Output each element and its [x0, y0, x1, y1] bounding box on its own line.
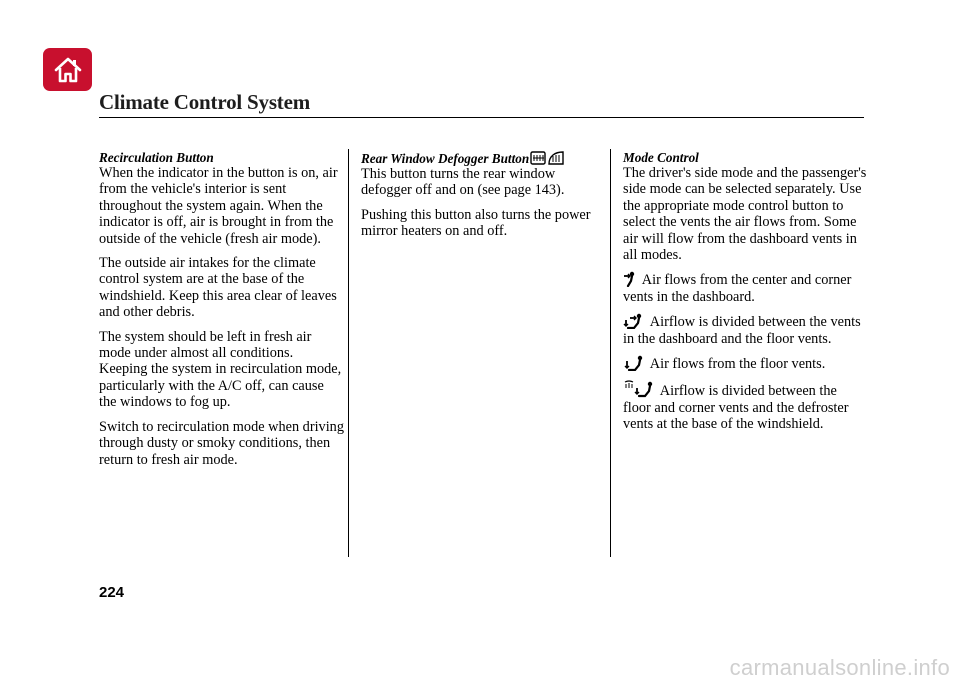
mode-item-dashboard: Air flows from the center and corner vents in the dashboard. — [623, 272, 852, 305]
column-mode-control — [623, 150, 868, 441]
recirculation-paragraph-4: Switch to recirculation mode when driving through dusty or smoky conditions, then return to fresh air mode. — [99, 418, 344, 468]
mode-control-paragraph: The driver's side mode and the passenger's side mode can be selected separately. Use the appropriate mode control button to select the vents the air flows from. Some air will flow from the dashboard vents in all modes. — [623, 165, 867, 264]
recirculation-paragraph-2: The outside air intakes for the climate control system are at the base of the windshield. Keep this area clear of leaves and other debris. — [99, 255, 337, 321]
column-rear-defogger — [361, 150, 606, 248]
bi-level-vent-icon — [623, 313, 647, 329]
home-icon — [53, 56, 83, 84]
recirculation-paragraph-3: The system should be left in fresh air mode under almost all conditions. Keeping the system in recirculation mode, particularly with the A/C off, can cause the windows to fog up. — [99, 328, 342, 411]
defogger-paragraph-2: Pushing this button also turns the power mirror heaters on and off. — [361, 206, 591, 240]
mode-item-floor: Air flows from the floor vents. — [623, 355, 868, 372]
title-divider — [99, 117, 864, 118]
mode-control-heading: Mode Control — [623, 150, 699, 165]
mode-item-floor-defrost: Airflow is divided between the floor and corner vents and the defroster vents at the base of the windshield. — [623, 380, 868, 432]
rear-defogger-icon — [529, 150, 547, 166]
mode-item-bi-level: Airflow is divided between the vents in the dashboard and the floor vents. — [623, 314, 861, 347]
page-number: 224 — [99, 584, 125, 601]
home-button[interactable] — [43, 48, 92, 91]
defogger-heading: Rear Window Defogger Button — [361, 150, 606, 166]
recirculation-paragraph-1: When the indicator in the button is on, air from the vehicle's interior is sent throughout the system again. When the indicator is off, air is brought in from the outside of the vehicle (fresh air mode). — [99, 165, 338, 247]
floor-defrost-vent-icon — [623, 380, 657, 398]
defogger-paragraph-1: This button turns the rear window defogger off and on (see page 143). — [361, 166, 565, 199]
recirculation-heading: Recirculation Button — [99, 150, 214, 165]
page-title: Climate Control System — [99, 90, 311, 114]
column-recirculation — [99, 150, 344, 476]
dashboard-vent-icon — [623, 271, 639, 287]
column-divider-1 — [348, 149, 349, 557]
floor-vent-icon — [623, 355, 647, 371]
column-divider-2 — [610, 149, 611, 557]
mirror-heater-icon — [547, 150, 565, 166]
watermark: carmanualsonline.info — [729, 655, 950, 680]
